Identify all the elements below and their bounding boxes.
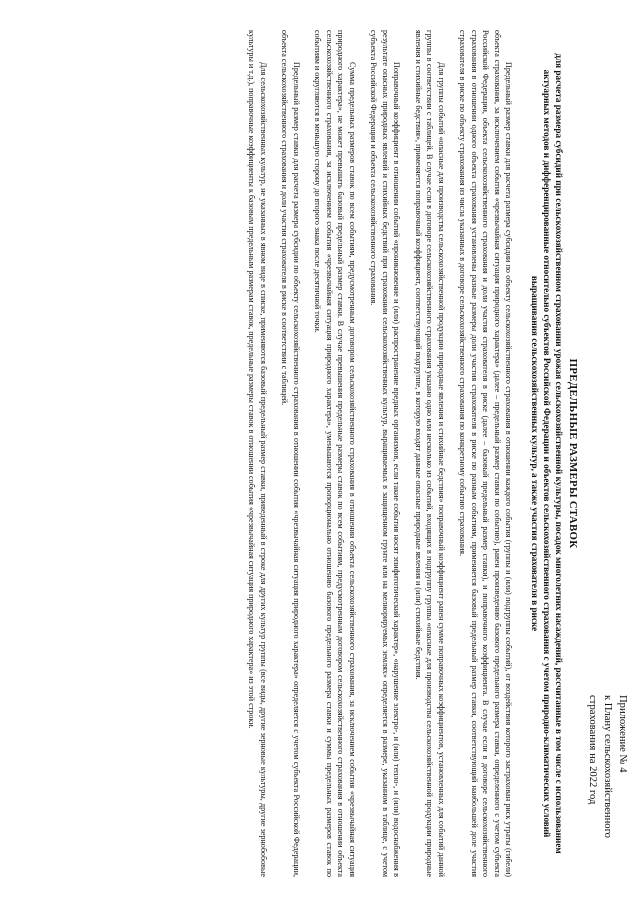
- appendix-year-line: страхования на 2022 год: [586, 695, 598, 805]
- paragraph-emergency: Предельный размер ставки для расчета размера субсидии по объекту сельскохозяйственного страхования в отношении события «чрезвычайная ситуация природного характера» определяется с учетом субъекта Российской Федерации, объекта сельскохозяйственного страхования и доли участия страхователя в риске в соответствии с таблицей.: [280, 30, 301, 877]
- paragraph-base-rate: Предельный размер ставки для расчета размера субсидии по объекту сельскохозяйственного страхования в отношении каждого события (группы и (или) подгруппы событий), от воздействия которого застрахован риск утраты (гибели) объекта страхования, за исключением события «чрезвычайная ситуация природного характера» (далее – предельный размер ставки по событию), равен произведению базового предельного размера ставки, определенного с учетом субъекта Российской Федерации, объекта сельскохозяйственного страхования и доли участия страхователя в риске (далее – базовый предельный размер ставки), и поправочного коэффициента. В случае если в договоре сельскохозяйственного страхования в отношении одного объекта страхования установлены разные размеры доли участия страхователя в риске по разным событиям, применяется базовый предельный размер ставки, соответствующий наибольшей доле участия страхователя в риске по объекту страхования из числа указанных в договоре сельскохозяйственного страхования по конкретному событию страхования.: [458, 30, 514, 877]
- document-title: ПРЕДЕЛЬНЫЕ РАЗМЕРЫ СТАВОК: [566, 358, 579, 549]
- paragraph-other-crops: Для сельскохозяйственных культур, не указанных в явном виде в списке, применяются базовый предельный размер ставки, приведенный в строке для других культур группы (все виды, другие зерновые культуры, другие зернобобовые культуры и т.д.), поправочные коэффициенты к базовым предельным размерам ставок, предельные размеры ставок в отношении события «чрезвычайная ситуация природного характера» из этой строки.: [247, 30, 268, 877]
- paragraph-natural-hazards: Для группы событий «опасные для производства сельскохозяйственной продукции природные явления и стихийные бедствия» поправочный коэффициент равен сумме поправочных коэффициентов, установленных для событий данной группы в соответствии с таблицей. В случае если в договоре сельскохозяйственного страхования указано одно или несколько из событий, входящих в подгруппу группы «опасные для производства сельскохозяйственной продукции природные явления и стихийные бедствия», применяется поправочный коэффициент, соответствующий подгруппе, в которую входят данные опасные природные явления и (или) стихийные бедствия.: [413, 30, 446, 877]
- appendix-number: Приложение № 4: [617, 695, 628, 773]
- paragraph-sum-limit: Сумма предельных размеров ставок по всем событиям, предусмотренным договором сельскохозяйственного страхования в отношении объекта сельскохозяйственного страхования, за исключением события «чрезвычайная ситуация природного характера», не может превышать базовый предельный размер ставки. В случае превышения предельные размеры ставок по всем событиям, предусмотренным договором сельскохозяйственного страхования в отношении объекта сельскохозяйственного страхования, за исключением события «чрезвычайная ситуация природного характера», уменьшаются пропорционально отношению базового предельного размера ставки и суммы предельных размеров ставок по событиям и округляются в меньшую сторону до второго знака после десятичной точки.: [313, 30, 357, 877]
- document-subtitle: для расчета размера субсидий при сельскохозяйственном страховании урожая сельскохозяйственной культуры, посадок многолетних насаждений, рассчитанные в том числе с использованием актуарных методов и дифференцированные относительно субъектов Российской Федерации и объектов сельскохозяйственного страхования с учетом природно-климатических условий выращивания сельскохозяйственных культур, а также участия страхователя в риске: [530, 53, 564, 854]
- appendix-header: [585, 695, 630, 877]
- paragraph-epiphytotic: Поправочный коэффициент в отношении событий «проникновение и (или) распространение вредных организмов, если такие события носят эпифитотический характер», «нарушение электро-, и (или) тепло-, и (или) водоснабжения в результате опасных природных явлений и стихийных бедствий при страховании сельскохозяйственных культур, выращиваемых в защищенном грунте или на мелиорируемых землях» определяется в размере, указанном в таблице, с учетом субъекта Российской Федерации и объекта сельскохозяйственного страхования.: [369, 30, 402, 877]
- appendix-plan-line: к Плану сельскохозяйственного: [601, 695, 613, 838]
